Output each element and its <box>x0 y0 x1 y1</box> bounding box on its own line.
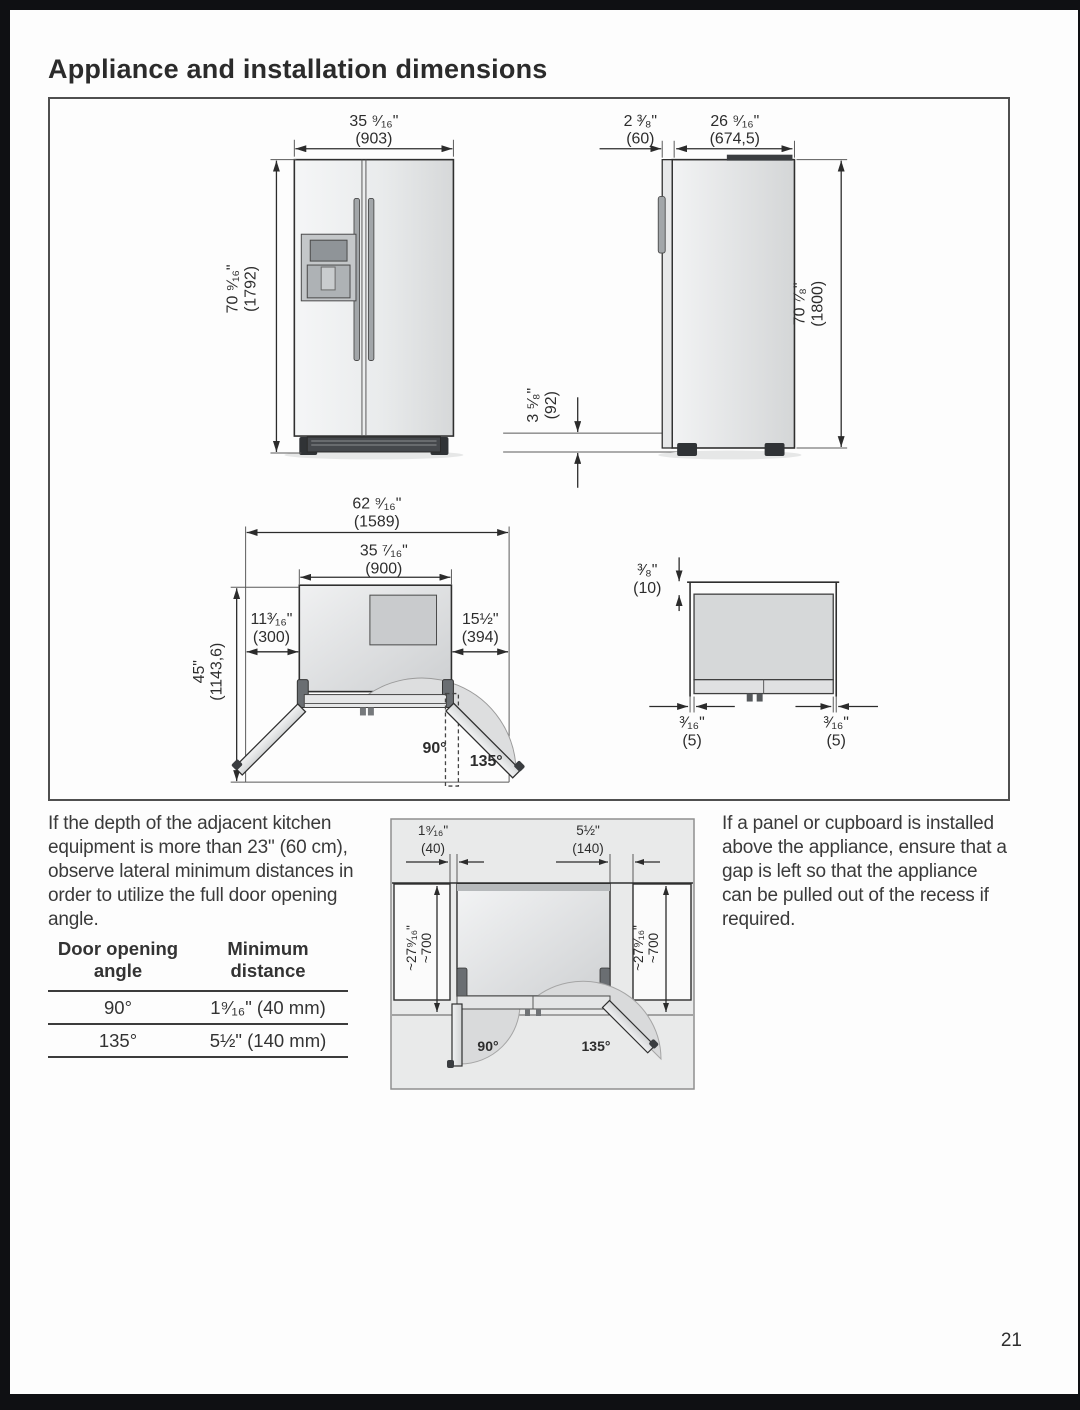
recess-top-gap-mm-label: (10) <box>633 580 662 598</box>
front-height-mm-label: (1792) <box>242 265 260 312</box>
right-door-handle <box>368 198 373 360</box>
left-clearance-inch-label: 11³⁄₁₆" <box>250 610 293 628</box>
door-depth-mm-label: (60) <box>626 130 655 148</box>
angle-90-label: 90° <box>422 740 447 758</box>
appliance-dimensions-drawing <box>50 99 1004 795</box>
min-distance-135-inch-label: 5½" <box>576 823 600 838</box>
cabinet-width-mm-label: (900) <box>365 560 403 578</box>
manual-page <box>10 10 1078 1394</box>
side-height-mm-label: (1800) <box>809 280 827 327</box>
front-height-inch-label: 70 ⁹⁄₁₆" <box>224 264 242 314</box>
table-cell-angle: 90° <box>104 997 132 1018</box>
table-row <box>48 992 348 1025</box>
body-depth-mm-label: (674,5) <box>709 130 760 148</box>
table-header-angle: Door opening angle <box>57 938 179 981</box>
table-cell-distance: 5½" (140 mm) <box>209 1030 327 1051</box>
cabinet-width-inch-label: 35 ⁷⁄₁₆" <box>359 542 408 560</box>
front-view-drawing <box>225 113 464 460</box>
recess-right-gap-mm-label: (5) <box>826 732 846 750</box>
door-clearance-diagram <box>390 818 695 1090</box>
side-view-drawing <box>600 113 848 460</box>
table-cell-distance: 1⁹⁄₁₆" (40 mm) <box>210 997 326 1018</box>
base-height-dimension <box>503 388 681 488</box>
recess-right-gap-inch-label: ³⁄₁₆" <box>823 714 849 732</box>
recess-left-gap-inch-label: ³⁄₁₆" <box>679 714 705 732</box>
open-depth-mm-label: (1143,6) <box>208 642 226 701</box>
side-door-handle <box>658 196 665 253</box>
total-width-mm-label: (1589) <box>353 513 400 531</box>
base-inch-label: 3 ⁵⁄₈" <box>524 387 542 423</box>
recess-gap-detail-drawing <box>633 557 878 749</box>
table-cell-angle: 135° <box>98 1030 138 1051</box>
recess-depth-right-mm-label: ~700 <box>646 932 661 964</box>
note-panel-cupboard: If a panel or cupboard is installed above the appliance, ensure that a gap is left so that the appliance can be pulled out of the recess if required. <box>722 813 1007 930</box>
clearance-angle-135-label: 135° <box>581 1038 611 1054</box>
front-width-mm-label: (903) <box>355 130 393 148</box>
angle-135-label: 135° <box>469 753 503 771</box>
page-title: Appliance and installation dimensions <box>48 54 548 84</box>
table-header-row <box>48 938 348 992</box>
left-clearance-mm-label: (300) <box>252 628 291 646</box>
clearance-angle-90-label: 90° <box>477 1038 499 1054</box>
recess-top-gap-inch-label: ³⁄₈" <box>637 562 658 580</box>
right-clearance-inch-label: 15½" <box>461 610 499 628</box>
ice-water-dispenser <box>301 234 356 301</box>
door-clearance-drawing <box>390 818 695 1090</box>
table-header-distance: Minimum distance <box>227 938 309 981</box>
min-distance-90-inch-label: 1⁹⁄₁₆" <box>417 823 449 838</box>
side-height-inch-label: 70 ⁷⁄₈" <box>791 282 809 326</box>
page-number: 21 <box>1000 1330 1022 1351</box>
recess-depth-right-inch-label: ~27⁹⁄₁₆" <box>631 925 646 971</box>
door-depth-inch-label: 2 ³⁄₈" <box>623 112 658 130</box>
left-door-open <box>231 701 306 776</box>
base-mm-label: (92) <box>542 391 560 420</box>
door-opening-table <box>48 938 348 1058</box>
dimensions-diagram-box <box>48 97 1010 801</box>
min-distance-135-mm-label: (140) <box>572 841 604 856</box>
front-width-inch-label: 35 ⁹⁄₁₆" <box>349 112 399 130</box>
open-depth-inch-label: 45" <box>190 660 208 684</box>
recess-left-gap-mm-label: (5) <box>682 732 702 750</box>
recess-depth-left-mm-label: ~700 <box>419 932 434 964</box>
total-width-inch-label: 62 ⁹⁄₁₆" <box>352 495 402 513</box>
table-row <box>48 1025 348 1058</box>
note-lateral-distances: If the depth of the adjacent kitchen equipment is more than 23" (60 cm), observe lateral minimum distances in order to utilize the full door opening angle. <box>48 813 354 930</box>
min-distance-90-mm-label: (40) <box>420 841 446 856</box>
body-depth-inch-label: 26 ⁹⁄₁₆" <box>710 112 760 130</box>
right-clearance-mm-label: (394) <box>461 628 499 646</box>
recess-depth-left-inch-label: ~27⁹⁄₁₆" <box>404 925 419 971</box>
top-view-drawing <box>191 496 526 786</box>
